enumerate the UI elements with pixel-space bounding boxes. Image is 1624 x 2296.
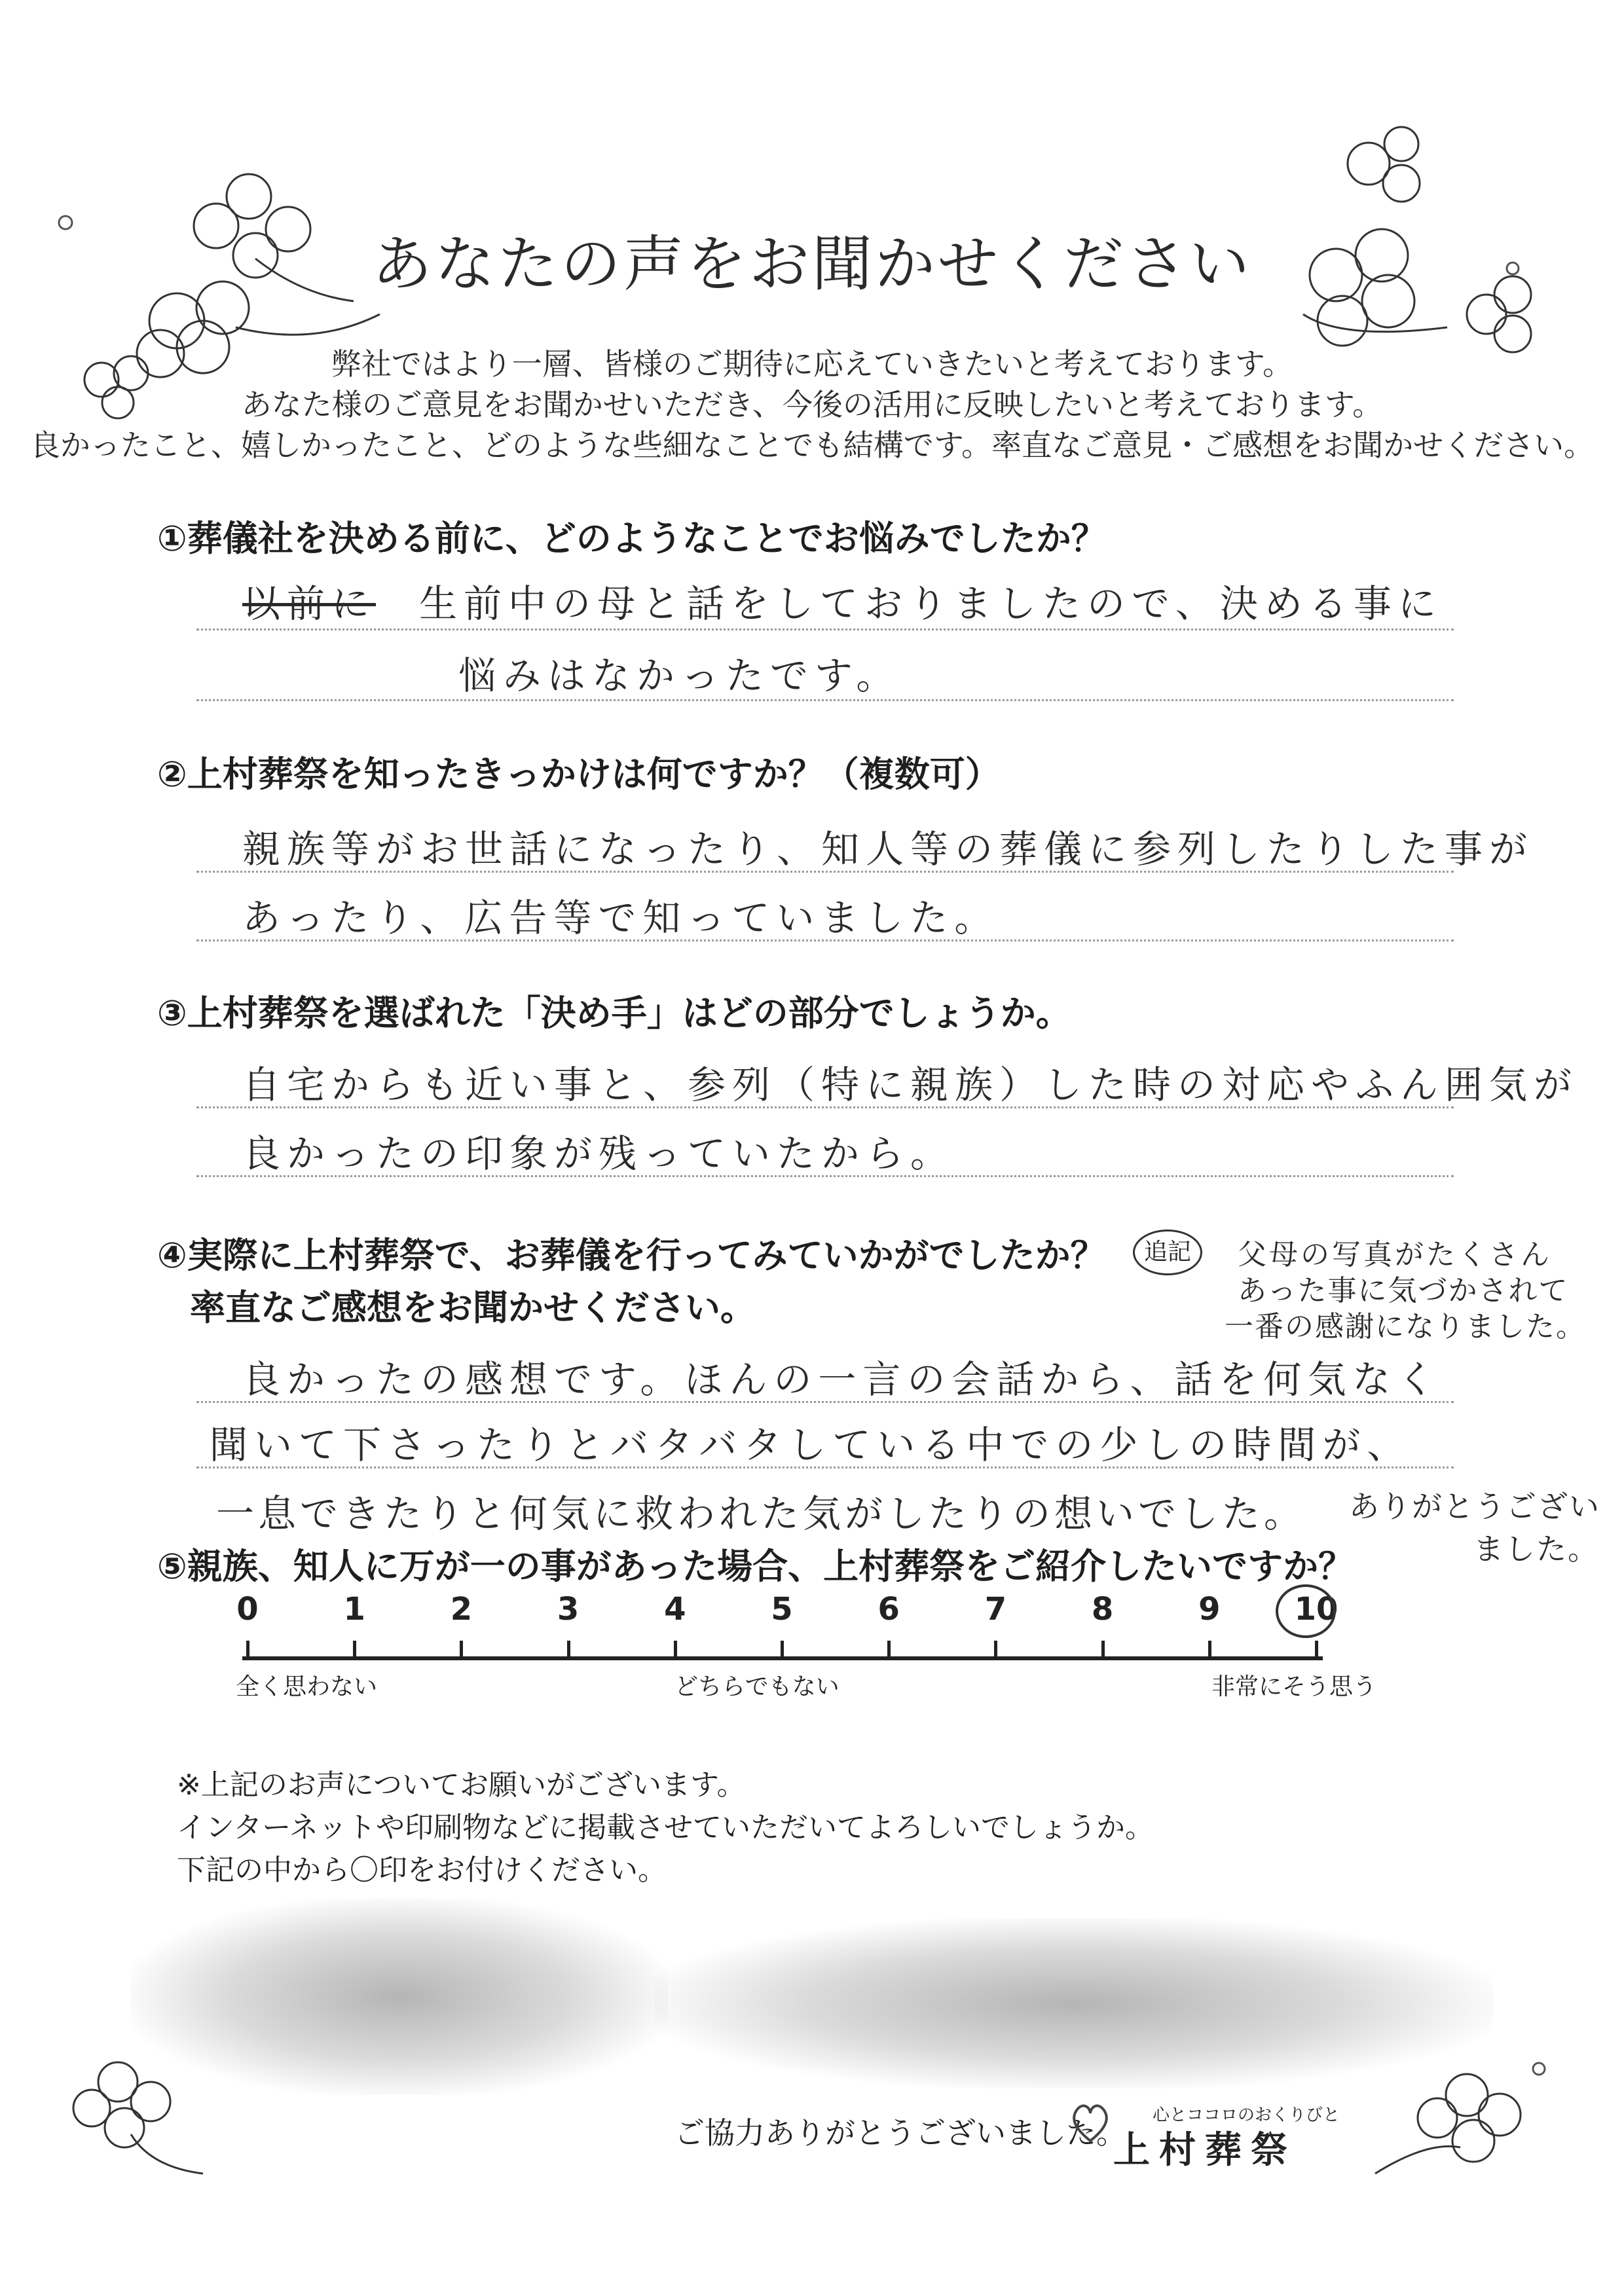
rating-tick bbox=[674, 1641, 677, 1658]
rating-tick bbox=[1101, 1641, 1105, 1658]
rating-tick bbox=[781, 1641, 784, 1658]
answer-4-tail-1: ありがとうござい bbox=[1349, 1489, 1600, 1524]
answer-rule bbox=[196, 939, 1454, 941]
answer-rule bbox=[196, 871, 1454, 873]
answer-3-line-2: 良かったの印象が残っていたから。 bbox=[242, 1131, 955, 1176]
question-1: ①葬儀社を決める前に、どのようなことでお悩みでしたか？ bbox=[157, 518, 1107, 559]
answer-rule bbox=[196, 1401, 1454, 1403]
scale-label-low: 全く思わない bbox=[236, 1673, 378, 1700]
rating-tick bbox=[1315, 1641, 1318, 1658]
rating-tick bbox=[460, 1641, 463, 1658]
note-line-3: 下記の中から〇印をお付けください。 bbox=[177, 1853, 667, 1887]
postscript-tag: 追記 bbox=[1133, 1230, 1202, 1275]
rating-tick bbox=[246, 1641, 249, 1658]
answer-4-tail-2: ました。 bbox=[1473, 1531, 1599, 1567]
question-3: ③上村葬祭を選ばれた「決め手」はどの部分でしょうか。 bbox=[157, 993, 1071, 1034]
note-line-1: ※上記のお声についてお願いがございます。 bbox=[177, 1768, 746, 1802]
rating-tick bbox=[353, 1641, 356, 1658]
rating-option-4[interactable]: 4 bbox=[664, 1591, 686, 1628]
intro-line-1: 弊社ではより一層、皆様のご期待に応えていきたいと考えております。 bbox=[331, 346, 1293, 382]
answer-rule bbox=[196, 1467, 1454, 1468]
answer-4-side-1: 父母の写真がたくさん bbox=[1238, 1238, 1552, 1271]
answer-3-line-1: 自宅からも近い事と、参列（特に親族）した時の対応やふん囲気が bbox=[242, 1063, 1579, 1107]
company-tagline: 心とココロのおくりびと bbox=[1153, 2105, 1340, 2125]
question-2: ②上村葬祭を知ったきっかけは何ですか？（複数可） bbox=[157, 754, 1001, 795]
intro-line-3: 良かったこと、嬉しかったこと、どのような些細なことでも結構です。率直なご意見・ご感想をお聞かせください。 bbox=[29, 428, 1595, 463]
answer-4-line-1: 良かったの感想です。ほんの一言の会話から、話を何気なく bbox=[242, 1357, 1442, 1402]
answer-1-struck-text: 以前に bbox=[242, 581, 377, 626]
selected-rating-circle bbox=[1276, 1584, 1336, 1638]
rating-option-6[interactable]: 6 bbox=[877, 1591, 900, 1628]
rating-option-10[interactable]: 10 bbox=[1294, 1591, 1338, 1628]
answer-4-line-2: 聞いて下さったりとバタバタしている中での少しの時間が、 bbox=[210, 1423, 1412, 1467]
answer-4-line-3: 一息できたりと何気に救われた気がしたりの想いでした。 bbox=[216, 1491, 1306, 1536]
rating-option-7[interactable]: 7 bbox=[984, 1591, 1007, 1628]
answer-rule bbox=[196, 1175, 1454, 1177]
rating-option-9[interactable]: 9 bbox=[1198, 1591, 1221, 1628]
answer-4-side-3: 一番の感謝になりました。 bbox=[1225, 1310, 1586, 1343]
question-4-sub: 率直なご感想をお聞かせください。 bbox=[190, 1287, 756, 1328]
question-5: ⑤親族、知人に万が一の事があった場合、上村葬祭をご紹介したいですか？ bbox=[157, 1546, 1354, 1587]
rating-option-2[interactable]: 2 bbox=[450, 1591, 473, 1628]
answer-1-line-2: 悩みはなかったです。 bbox=[458, 653, 901, 698]
rating-option-0[interactable]: 0 bbox=[236, 1591, 259, 1628]
rating-option-1[interactable]: 1 bbox=[343, 1591, 365, 1628]
rating-tick bbox=[994, 1641, 997, 1658]
company-name: 上村葬祭 bbox=[1113, 2129, 1297, 2172]
answer-4-side-2: あった事に気づかされて bbox=[1238, 1274, 1569, 1307]
page-title: あなたの声をお聞かせください bbox=[371, 229, 1252, 299]
answer-rule bbox=[196, 1106, 1454, 1108]
flower-decoration-bottom-right bbox=[1362, 2043, 1559, 2200]
rating-tick bbox=[887, 1641, 891, 1658]
scale-label-high: 非常にそう思う bbox=[1211, 1673, 1377, 1700]
rating-option-8[interactable]: 8 bbox=[1091, 1591, 1114, 1628]
flower-decoration-bottom-left bbox=[52, 2043, 223, 2193]
question-4: ④実際に上村葬祭で、お葬儀を行ってみていかがでしたか？ bbox=[157, 1235, 1106, 1276]
rating-option-3[interactable]: 3 bbox=[557, 1591, 580, 1628]
rating-option-5[interactable]: 5 bbox=[771, 1591, 793, 1628]
answer-rule bbox=[196, 699, 1454, 701]
scale-label-mid: どちらでもない bbox=[674, 1673, 840, 1700]
note-line-2: インターネットや印刷物などに掲載させていただいてよろしいでしょうか。 bbox=[177, 1811, 1154, 1844]
company-logo-heart-icon bbox=[1067, 2095, 1113, 2147]
thanks-message: ご協力ありがとうございました。 bbox=[674, 2115, 1126, 2151]
answer-1-line-1: 生前中の母と話をしておりましたので、決める事に bbox=[419, 581, 1443, 626]
answer-2-line-2: あったり、広告等で知っていました。 bbox=[242, 896, 999, 940]
intro-line-2: あなた様のご意見をお聞かせいただき、今後の活用に反映したいと考えております。 bbox=[241, 387, 1383, 422]
rating-tick bbox=[567, 1641, 570, 1658]
answer-rule bbox=[196, 629, 1454, 630]
rating-tick bbox=[1208, 1641, 1211, 1658]
answer-2-line-1: 親族等がお世話になったり、知人等の葬儀に参列したりした事が bbox=[242, 827, 1534, 871]
